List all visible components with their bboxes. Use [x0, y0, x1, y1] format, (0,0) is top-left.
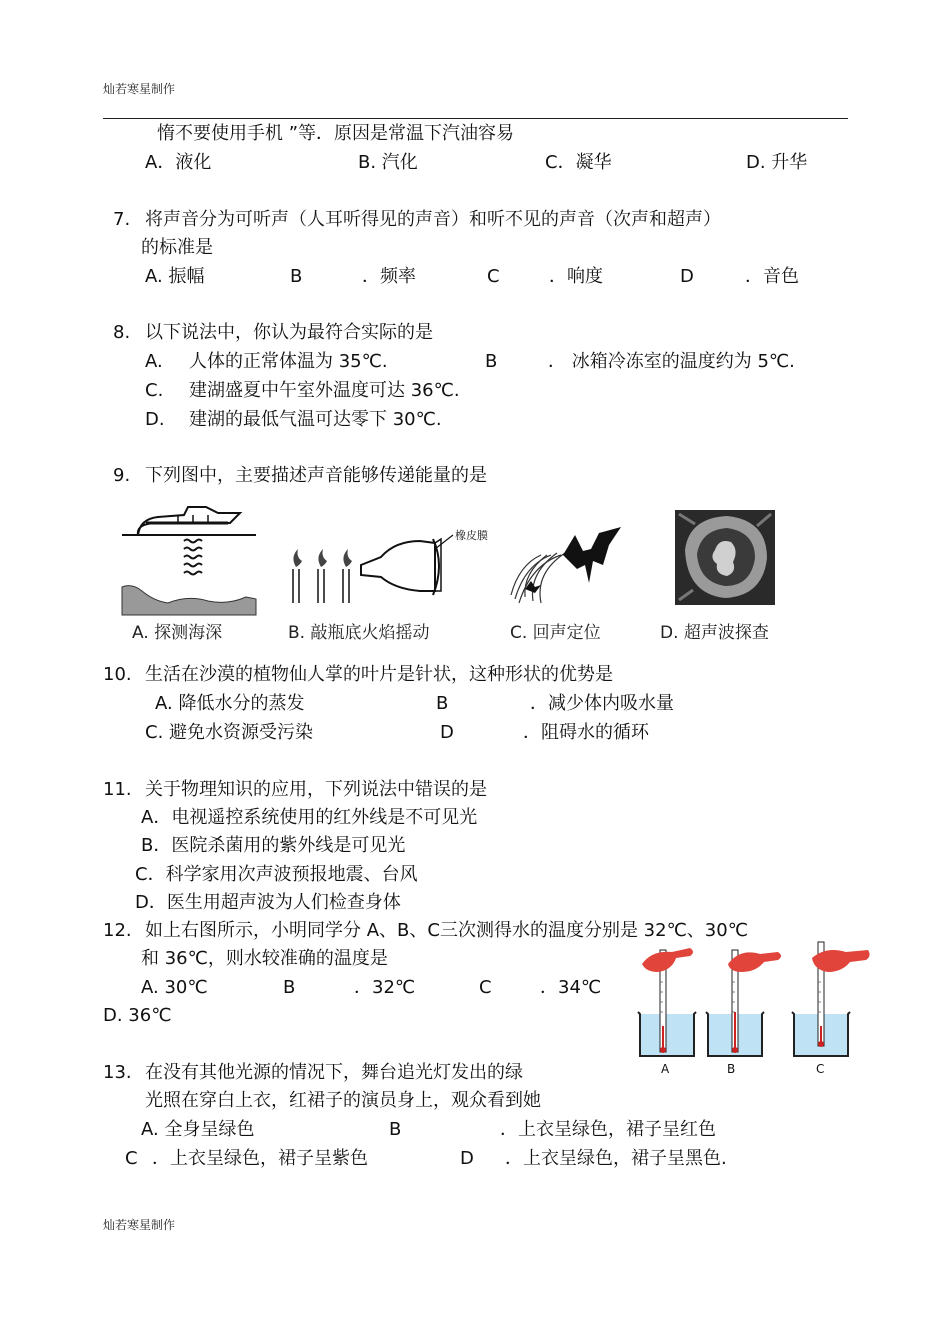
bottle-candle-figure	[285, 525, 480, 610]
q10-stem: 生活在沙漠的植物仙人掌的叶片是针状，这种形状的优势是	[145, 664, 613, 685]
q13-option-c: ．上衣呈绿色，裙子呈紫色	[152, 1148, 368, 1169]
q8-number: 8.	[113, 322, 131, 343]
q13-option-b-letter: B	[389, 1119, 402, 1140]
q13-stem-line1: 在没有其他光源的情况下，舞台追光灯发出的绿	[145, 1062, 523, 1083]
rubber-membrane-label: 橡皮膜	[455, 529, 488, 542]
q13-number: 13.	[103, 1062, 132, 1083]
q6-option-b: B. 汽化	[358, 152, 418, 173]
q9-stem: 下列图中，主要描述声音能够传递能量的是	[145, 465, 487, 486]
q10-option-d: ．阻碍水的循环	[523, 722, 649, 743]
q6-option-d: D. 升华	[746, 152, 808, 173]
q12-number: 12.	[103, 920, 132, 941]
q11-number: 11.	[103, 779, 132, 800]
q7-option-d: ．音色	[745, 266, 799, 287]
q9-caption-b: B. 敲瓶底火焰摇动	[288, 623, 430, 643]
q8-option-c-letter: C.	[145, 380, 164, 401]
q10-option-c: C. 避免水资源受污染	[145, 722, 314, 743]
q10-option-a: A. 降低水分的蒸发	[155, 693, 305, 714]
thermometer-beakers-figure	[632, 942, 872, 1064]
boat-sonar-figure	[118, 505, 263, 615]
q9-number: 9.	[113, 465, 131, 486]
q7-option-a: A. 振幅	[145, 266, 205, 287]
q8-option-b-letter: B	[485, 351, 498, 372]
q10-number: 10.	[103, 664, 132, 685]
q6-option-c: C．凝华	[545, 152, 612, 173]
q7-option-d-letter: D	[680, 266, 694, 287]
q8-option-c: 建湖盛夏中午室外温度可达 36℃.	[189, 380, 460, 401]
q13-option-c-letter: C	[125, 1148, 138, 1169]
beaker-label-c: C	[816, 1062, 825, 1076]
header-rule	[103, 118, 848, 119]
q8-stem: 以下说法中，你认为最符合实际的是	[145, 322, 433, 343]
q7-option-c-letter: C	[487, 266, 500, 287]
q10-option-d-letter: D	[440, 722, 454, 743]
q8-option-a-letter: A.	[145, 351, 163, 372]
q7-stem-line1: 将声音分为可听声（人耳听得见的声音）和听不见的声音（次声和超声）	[145, 209, 721, 230]
q8-option-b: ． 冰箱冷冻室的温度约为 5℃.	[548, 351, 795, 372]
q12-option-c-letter: C	[479, 977, 492, 998]
q10-option-b: ．减少体内吸水量	[530, 693, 674, 714]
q12-option-b: ．32℃	[354, 977, 416, 998]
q11-stem: 关于物理知识的应用，下列说法中错误的是	[145, 779, 487, 800]
q11-option-d: D．医生用超声波为人们检查身体	[135, 892, 401, 913]
q12-option-b-letter: B	[283, 977, 296, 998]
q8-option-d: 建湖的最低气温可达零下 30℃.	[189, 409, 442, 430]
q7-option-c: ．响度	[549, 266, 603, 287]
q9-caption-d: D. 超声波探查	[660, 623, 769, 643]
q12-option-c: ．34℃	[540, 977, 602, 998]
ultrasound-scan-figure	[675, 510, 775, 605]
page-header: 灿若寒星制作	[103, 82, 176, 96]
beaker-label-b: B	[727, 1062, 736, 1076]
q8-option-a: 人体的正常体温为 35℃.	[189, 351, 388, 372]
bat-echo-figure	[505, 525, 630, 605]
page-footer: 灿若寒星制作	[103, 1218, 176, 1232]
q13-option-a: A. 全身呈绿色	[141, 1119, 255, 1140]
q13-option-b: ．上衣呈绿色，裙子呈红色	[500, 1119, 716, 1140]
q7-number: 7.	[113, 209, 131, 230]
beaker-label-a: A	[661, 1062, 670, 1076]
q7-option-b-letter: B	[290, 266, 303, 287]
q12-stem-line2: 和 36℃，则水较准确的温度是	[141, 948, 388, 969]
q8-option-d-letter: D.	[145, 409, 165, 430]
q12-option-d: D. 36℃	[103, 1005, 172, 1026]
q11-option-a: A．电视遥控系统使用的红外线是不可见光	[141, 807, 478, 828]
q6-option-a: A．液化	[145, 152, 212, 173]
q7-option-b: ．频率	[362, 266, 416, 287]
q9-caption-c: C. 回声定位	[510, 623, 601, 643]
q11-option-c: C．科学家用次声波预报地震、台风	[135, 864, 418, 885]
q13-option-d: ．上衣呈绿色，裙子呈黑色.	[505, 1148, 727, 1169]
q13-option-d-letter: D	[460, 1148, 474, 1169]
q6-stem-continued: 惰不要使用手机 ”等．原因是常温下汽油容易	[157, 123, 515, 144]
q12-option-a: A. 30℃	[141, 977, 208, 998]
q11-option-b: B．医院杀菌用的紫外线是可见光	[141, 835, 406, 856]
q12-stem-line1: 如上右图所示，小明同学分 A、B、C三次测得水的温度分别是 32℃、30℃	[145, 920, 748, 941]
q10-option-b-letter: B	[436, 693, 449, 714]
q7-stem-line2: 的标准是	[141, 237, 213, 258]
q13-stem-line2: 光照在穿白上衣，红裙子的演员身上，观众看到她	[145, 1090, 541, 1111]
q9-caption-a: A. 探测海深	[132, 623, 223, 643]
